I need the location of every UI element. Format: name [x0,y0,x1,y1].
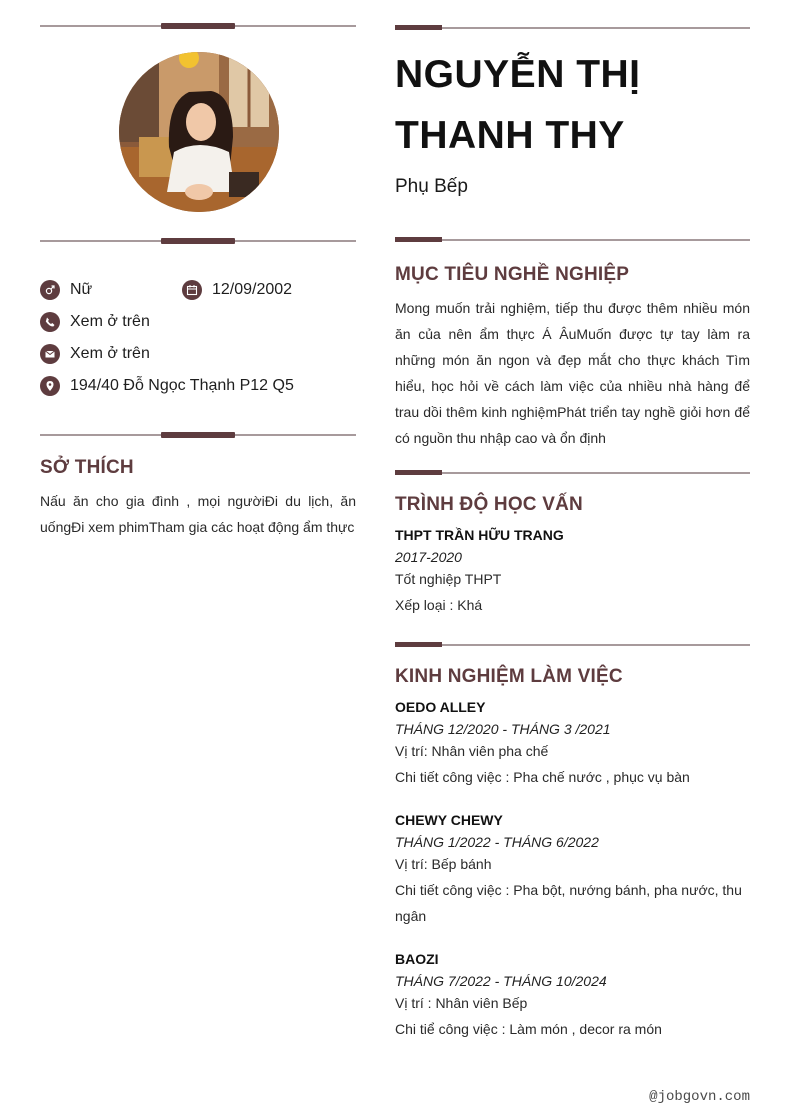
phone-icon [40,312,60,332]
gender-row [40,280,92,300]
avatar [119,52,279,212]
address-row [40,376,294,396]
hobbies-text: Nấu ăn cho gia đình , mọi ngườiĐi du lịch, ăn uốngĐi xem phimTham gia các hoạt động ẩm thực [40,493,356,535]
calendar-icon [182,280,202,300]
job-details: Chi tiết công việc : Pha chế nước , phục vụ bàn [395,769,690,785]
job-position: Vị trí : Nhân viên Bếp [395,995,528,1011]
birthday-text: 12/09/2002 [212,281,293,298]
job-period: THÁNG 1/2022 - THÁNG 6/2022 [395,834,599,850]
job-period: THÁNG 12/2020 - THÁNG 3 /2021 [395,721,611,737]
experience-divider [395,642,750,648]
job-position: Vị trí: Nhân viên pha chế [395,743,549,759]
job-position: Vị trí: Bếp bánh [395,856,492,872]
job-details: Chi tiể công việc : Làm món , decor ra món [395,1021,662,1037]
job-details: Chi tiết công việc : Pha bột, nướng bánh, pha nước, thu ngân [395,882,742,924]
job-entry [395,951,750,1042]
email-text: Xem ở trên [70,345,150,362]
education-divider [395,470,750,476]
name-divider [395,25,750,31]
education-line-1: Tốt nghiệp THPT [395,571,502,587]
email-icon [40,344,60,364]
phone-text: Xem ở trên [70,313,150,330]
hobbies-title: SỞ THÍCH [40,457,134,478]
objective-title: MỤC TIÊU NGHỀ NGHIỆP [395,264,630,285]
school-years: 2017-2020 [395,549,462,565]
school-name: THPT TRẦN HỮU TRANG [395,527,564,543]
job-entry [395,699,750,790]
name-line-2: THANH THY [395,114,625,157]
birthday-row [182,280,292,300]
objective-text: Mong muốn trải nghiệm, tiếp thu được thêm nhiều món ăn của nên ẩm thực Á ÂuMuốn được tự tay làm ra những món ăn ngon và đẹp mắt cho thực khách Tìm hiểu, học hỏi về cách làm việc của nhiều nhà hàng để trau dồi thêm kinh nghiệmPhát triển tay nghề giỏi hơn để có nguồn thu nhập cao và ổn định [395,300,750,446]
footer-watermark: @jobgovn.com [649,1089,750,1105]
photo-divider [40,237,356,245]
gender-icon [40,280,60,300]
name-line-1: NGUYỄN THỊ [395,53,641,96]
job-company: CHEWY CHEWY [395,812,503,828]
job-company: OEDO ALLEY [395,699,486,715]
job-period: THÁNG 7/2022 - THÁNG 10/2024 [395,973,607,989]
email-row [40,344,150,364]
location-icon [40,376,60,396]
job-title: Phụ Bếp [395,176,468,197]
education-title: TRÌNH ĐỘ HỌC VẤN [395,494,583,515]
education-entry [395,527,750,618]
phone-row [40,312,150,332]
gender-text: Nữ [70,281,93,298]
job-entry [395,812,750,929]
objective-divider [395,237,750,243]
experience-title: KINH NGHIỆM LÀM VIỆC [395,666,623,687]
address-text: 194/40 Đỗ Ngọc Thạnh P12 Q5 [70,377,294,394]
top-left-divider [40,22,356,30]
education-line-2: Xếp loại : Khá [395,597,483,613]
hobbies-divider [40,431,356,439]
candidate-name [395,44,750,166]
job-company: BAOZI [395,951,439,967]
